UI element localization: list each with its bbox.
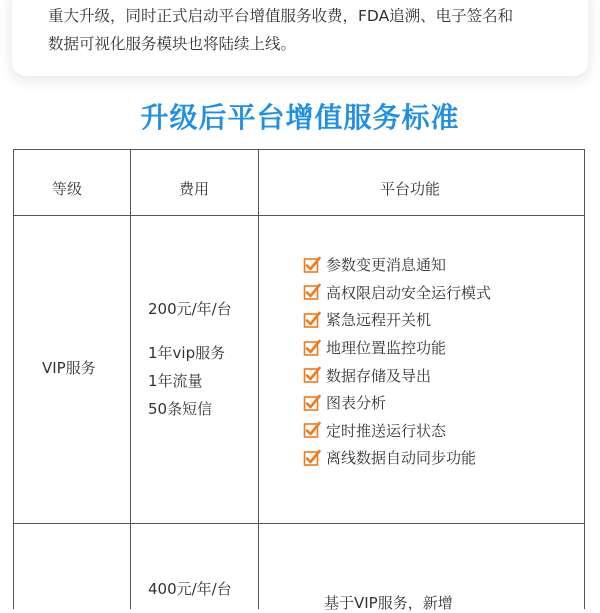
feature-item: [303, 334, 491, 362]
checkbox-check-icon: [303, 394, 321, 412]
vip-include-item: 1年流量: [148, 372, 203, 390]
feature-label: 图表分析: [326, 394, 387, 413]
vip-include-item: 1年vip服务: [148, 344, 226, 362]
checkbox-check-icon: [303, 449, 321, 467]
table-column-divider: [258, 150, 259, 609]
vip-includes: [148, 339, 225, 423]
feature-item: [303, 361, 491, 389]
checkbox-check-icon: [303, 366, 321, 384]
vip-level-label: VIP服务: [42, 359, 96, 377]
header-fee: 费用: [179, 180, 210, 198]
row2-price: 400元/年/台: [148, 580, 232, 598]
feature-label: 地理位置监控功能: [326, 339, 447, 358]
feature-label: 参数变更消息通知: [326, 256, 447, 275]
feature-item: [303, 389, 491, 417]
feature-item: [303, 417, 491, 445]
table-column-divider: [130, 150, 131, 609]
feature-item: [303, 279, 491, 307]
feature-item: [303, 444, 491, 472]
table-header-divider: [14, 215, 584, 216]
vip-include-item: 50条短信: [148, 400, 213, 418]
checkbox-check-icon: [303, 421, 321, 439]
feature-label: 定时推送运行状态: [326, 421, 447, 440]
checkbox-check-icon: [303, 339, 321, 357]
feature-label: 数据存储及导出: [326, 366, 432, 385]
checkbox-check-icon: [303, 311, 321, 329]
checkbox-check-icon: [303, 283, 321, 301]
table-row-divider: [14, 523, 584, 524]
feature-label: 离线数据自动同步功能: [326, 449, 477, 468]
checkbox-check-icon: [303, 256, 321, 274]
section-title: 升级后平台增值服务标准: [140, 101, 460, 134]
feature-item: [303, 251, 491, 279]
vip-feature-list: [303, 251, 491, 472]
header-level: 等级: [52, 180, 83, 198]
feature-item: [303, 306, 491, 334]
feature-label: 紧急远程开关机: [326, 311, 432, 330]
notice-line-2: 数据可视化服务模块也将陆续上线。: [48, 35, 297, 53]
header-features: 平台功能: [380, 180, 441, 198]
vip-price: 200元/年/台: [148, 300, 232, 318]
pricing-table: [13, 149, 585, 612]
notice-card: [12, 0, 588, 76]
row2-feature-partial: 基于VIP服务，新增: [324, 594, 453, 612]
feature-label: 高权限启动安全运行模式: [326, 283, 492, 302]
notice-line-1: 重大升级，同时正式启动平台增值服务收费，FDA追溯、电子签名和: [48, 7, 514, 25]
